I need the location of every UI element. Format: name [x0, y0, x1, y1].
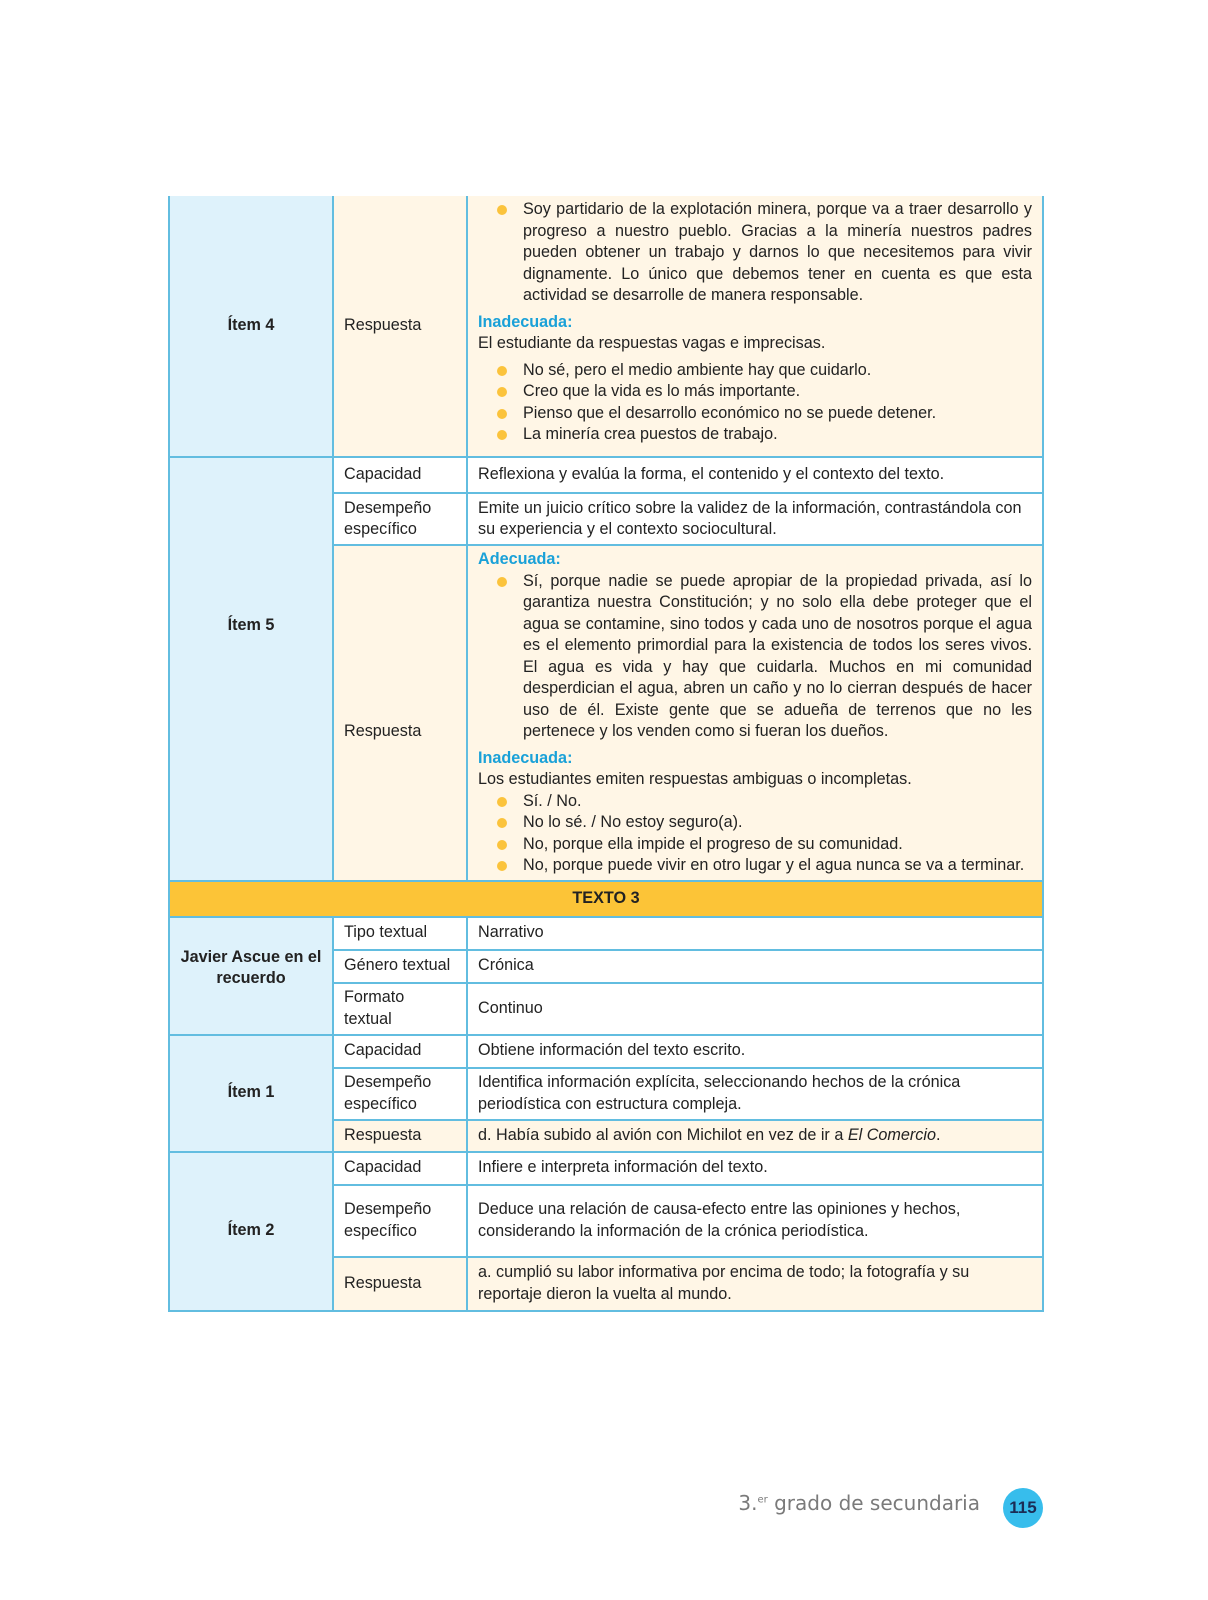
- list-item: Creo que la vida es lo más importante.: [523, 381, 1032, 403]
- respuesta-label: Respuesta: [333, 1257, 467, 1311]
- respuesta-label: Respuesta: [333, 1120, 467, 1152]
- t3-item2-respuesta: a. cumplió su labor informativa por encima de todo; la fotografía y su reportaje dieron la vuelta al mundo.: [467, 1257, 1043, 1311]
- formato-value: Continuo: [467, 983, 1043, 1035]
- capacidad-label: Capacidad: [333, 1152, 467, 1185]
- list-item: No, porque puede vivir en otro lugar y el agua nunca se va a terminar.: [523, 855, 1032, 877]
- grade-ordinal: er: [757, 1494, 768, 1506]
- tipo-row: [169, 917, 1043, 950]
- respuesta-label: Respuesta: [333, 545, 467, 881]
- grade-text: grado de secundaria: [767, 1491, 980, 1515]
- item5-capacidad-row: [169, 457, 1043, 493]
- texto3-band: TEXTO 3: [169, 881, 1043, 917]
- list-item: Soy partidario de la explotación minera, porque va a traer desarrollo y progreso a nuestro pueblo. Gracias a la minería nuestros padres pueden obtener un trabajo y darnos lo que necesitemos para vivir dignamente. Lo único que debemos tener en cuenta es que esta actividad se desarrolle de manera responsable.: [523, 199, 1032, 307]
- t3-item2-desempeno: Deduce una relación de causa-efecto entre las opiniones y hechos, considerando la información de la crónica periodística.: [467, 1185, 1043, 1257]
- list-item: Sí, porque nadie se puede apropiar de la propiedad privada, así lo garantiza nuestra Constitución; y no solo ella debe proteger que el agua se contamine, sino todos y cada uno de nosotros porque el agua es el elemento primordial para la existencia de todos los seres vivos. El agua es vida y hay que cuidarla. Muchos en mi comunidad desperdician el agua, abren un caño y no lo cierran después de hacer uso de él. Existe gente que se adueña de terrenos que no les pertenece y los venden como si fueran los dueños.: [523, 571, 1032, 743]
- t3-item1-respuesta: [467, 1120, 1043, 1152]
- item4-label: Ítem 4: [169, 196, 333, 457]
- page-number-badge: 115: [1003, 1488, 1043, 1528]
- inadecuada-heading: Inadecuada:: [478, 748, 573, 767]
- inadecuada-heading: Inadecuada:: [478, 312, 573, 331]
- grade-footer: [738, 1491, 980, 1515]
- respuesta-end: .: [935, 1125, 941, 1144]
- list-item: Pienso que el desarrollo económico no se puede detener.: [523, 403, 1032, 425]
- desempeno-label: Desempeño específico: [333, 1068, 467, 1120]
- adecuada-heading: Adecuada:: [478, 550, 561, 568]
- respuesta-text: d. Había subido al avión con Michilot en vez de ir a: [478, 1125, 848, 1144]
- adecuada-list: [478, 199, 1032, 307]
- t3-item2-capacidad: Infiere e interpreta información del texto.: [467, 1152, 1043, 1185]
- list-item: No, porque ella impide el progreso de su comunidad.: [523, 834, 1032, 856]
- respuesta-emphasis: El Comercio: [847, 1125, 936, 1144]
- item5-desempeno: Emite un juicio crítico sobre la validez de la información, contrastándola con su experiencia y el contexto sociocultural.: [467, 493, 1043, 545]
- inadecuada-list: [478, 791, 1032, 877]
- list-item: Sí. / No.: [523, 791, 1032, 813]
- grade-number: 3.: [738, 1491, 758, 1515]
- t3-item1-capacidad: Obtiene información del texto escrito.: [467, 1035, 1043, 1068]
- inadecuada-intro: El estudiante da respuestas vagas e imprecisas.: [478, 334, 826, 352]
- texto3-band-row: [169, 881, 1043, 917]
- genero-value: Crónica: [467, 950, 1043, 983]
- item4-respuesta: [467, 196, 1043, 457]
- list-item: No sé, pero el medio ambiente hay que cuidarlo.: [523, 360, 1032, 382]
- list-item: No lo sé. / No estoy seguro(a).: [523, 812, 1032, 834]
- t3-item1-label: Ítem 1: [169, 1035, 333, 1152]
- t3-item2-capacidad-row: [169, 1152, 1043, 1185]
- formato-label: Formato textual: [333, 983, 467, 1035]
- inadecuada-list: [478, 360, 1032, 446]
- texto3-title: Javier Ascue en el recuerdo: [169, 917, 333, 1035]
- t3-item1-desempeno: Identifica información explícita, seleccionando hechos de la crónica periodística con estructura compleja.: [467, 1068, 1043, 1120]
- item5-capacidad: Reflexiona y evalúa la forma, el contenido y el contexto del texto.: [467, 457, 1043, 493]
- capacidad-label: Capacidad: [333, 1035, 467, 1068]
- inadecuada-intro: Los estudiantes emiten respuestas ambiguas o incompletas.: [478, 770, 912, 788]
- evaluation-table: [168, 196, 1044, 1312]
- genero-label: Género textual: [333, 950, 467, 983]
- list-item: La minería crea puestos de trabajo.: [523, 424, 1032, 446]
- respuesta-label: Respuesta: [333, 196, 467, 457]
- item5-respuesta: [467, 545, 1043, 881]
- adecuada-list: [478, 571, 1032, 743]
- item4-respuesta-row: [169, 196, 1043, 457]
- capacidad-label: Capacidad: [333, 457, 467, 493]
- tipo-value: Narrativo: [467, 917, 1043, 950]
- t3-item1-capacidad-row: [169, 1035, 1043, 1068]
- t3-item2-label: Ítem 2: [169, 1152, 333, 1311]
- desempeno-label: Desempeño específico: [333, 493, 467, 545]
- tipo-label: Tipo textual: [333, 917, 467, 950]
- desempeno-label: Desempeño específico: [333, 1185, 467, 1257]
- item5-label: Ítem 5: [169, 457, 333, 881]
